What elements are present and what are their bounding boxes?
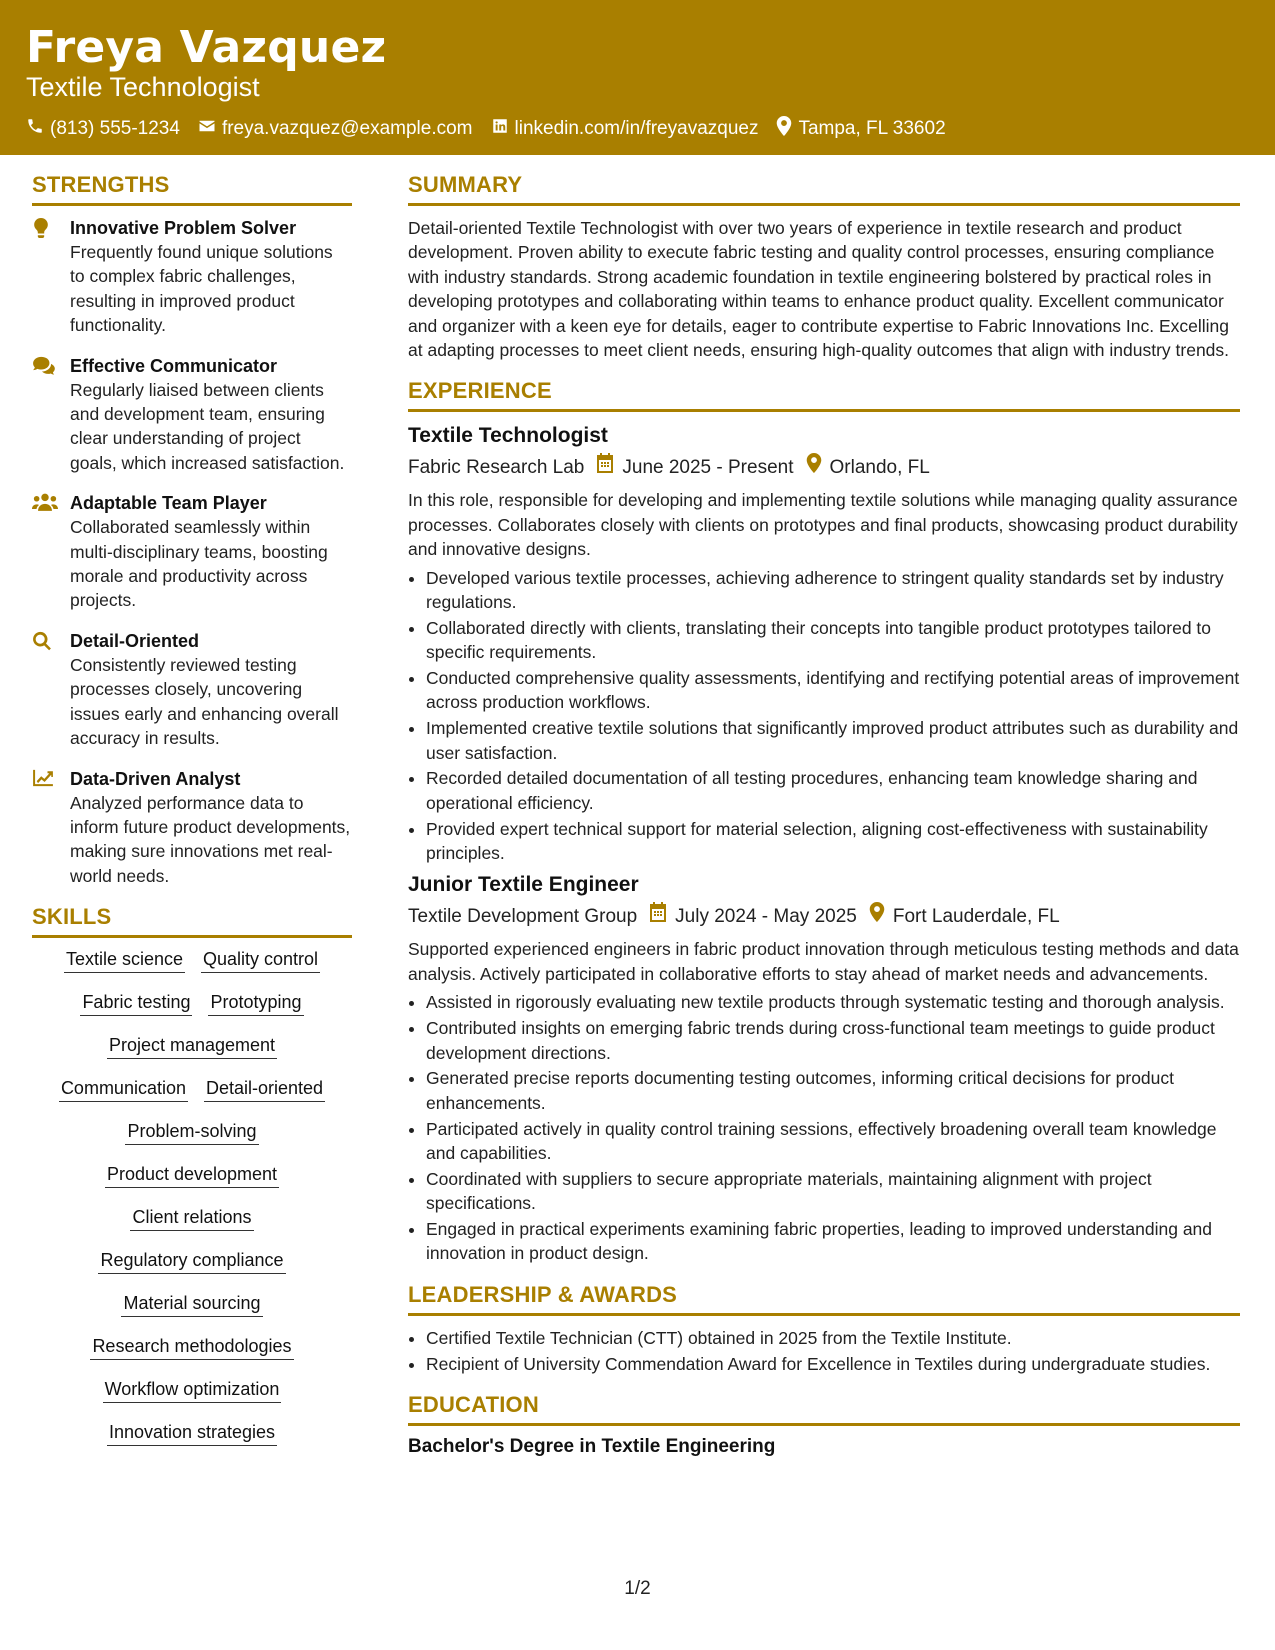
linkedin-icon bbox=[491, 117, 515, 141]
strength-title: Adaptable Team Player bbox=[70, 493, 267, 514]
list-item: • Developed various textile processes, achieving adherence to stringent quality standards set by industry regulations. bbox=[426, 566, 1240, 615]
job-description: In this role, responsible for developing and implementing textile solutions while managing quality assurance processes. Collaborates closely with clients on prototypes and final products, showcasing product durability and innovative designs. bbox=[408, 490, 1238, 560]
skill-tag: Client relations bbox=[130, 1206, 253, 1231]
list-item: • Recorded detailed documentation of all testing procedures, enhancing team knowledge sharing and operational efficiency. bbox=[426, 766, 1240, 815]
list-item: • Collaborated directly with clients, translating their concepts into tangible product prototypes tailored to specific requirements. bbox=[426, 616, 1240, 665]
strength-desc: Frequently found unique solutions to complex fabric challenges, resulting in improved product functionality. bbox=[70, 242, 333, 336]
job-meta bbox=[408, 902, 1240, 931]
candidate-title: Textile Technologist bbox=[26, 72, 260, 102]
skill-tag: Research methodologies bbox=[90, 1335, 293, 1360]
summary-heading: SUMMARY bbox=[408, 172, 1240, 206]
skill-tag: Fabric testing bbox=[80, 991, 192, 1016]
resume-header bbox=[0, 0, 1275, 155]
candidate-name: Freya Vazquez bbox=[26, 22, 387, 73]
skill-tag: Quality control bbox=[201, 948, 320, 973]
map-pin-icon bbox=[857, 902, 893, 931]
strength-title: Innovative Problem Solver bbox=[70, 218, 297, 238]
strength-item bbox=[32, 216, 352, 338]
leadership-heading: LEADERSHIP & AWARDS bbox=[408, 1282, 1240, 1316]
strengths-heading: STRENGTHS bbox=[32, 172, 352, 206]
strength-title: Effective Communicator bbox=[70, 355, 278, 376]
skill-tag: Material sourcing bbox=[121, 1292, 262, 1317]
list-item: • Engaged in practical experiments examining fabric properties, leading to improved understanding and innovation in product design. bbox=[426, 1217, 1240, 1266]
strength-item bbox=[32, 629, 352, 751]
left-column bbox=[32, 172, 352, 1464]
list-item: • Assisted in rigorously evaluating new textile products through systematic testing and thorough analysis. bbox=[426, 990, 1240, 1014]
list-item: • Implemented creative textile solutions that significantly improved product attributes such as durability and user satisfaction. bbox=[426, 716, 1240, 765]
strength-item bbox=[32, 767, 352, 889]
page-number: 1/2 bbox=[624, 1578, 651, 1599]
contact-linkedin[interactable]: linkedin.com/in/freyavazquez bbox=[491, 117, 759, 141]
strength-title: Detail-Oriented bbox=[70, 630, 200, 651]
job-entry bbox=[408, 871, 1240, 1265]
contact-location: Tampa, FL 33602 bbox=[776, 116, 945, 142]
job-location: Orlando, FL bbox=[829, 456, 930, 478]
list-item: • Participated actively in quality control training sessions, effectively broadening overall team knowledge and capabilities. bbox=[426, 1117, 1240, 1166]
education-degree: Bachelor's Degree in Textile Engineering bbox=[408, 1435, 776, 1457]
skill-tag: Project management bbox=[107, 1034, 277, 1059]
strength-desc: Consistently reviewed testing processes closely, uncovering issues early and enhancing overall accuracy in results. bbox=[70, 654, 339, 749]
line-chart-icon bbox=[32, 767, 70, 889]
skill-tag: Communication bbox=[59, 1077, 188, 1102]
list-item: • Recipient of University Commendation Award for Excellence in Textiles during undergraduate studies. bbox=[426, 1352, 1240, 1376]
job-company: Fabric Research Lab bbox=[408, 456, 585, 478]
calendar-icon bbox=[637, 902, 675, 931]
job-role: Textile Technologist bbox=[408, 424, 608, 448]
skill-tag: Product development bbox=[105, 1163, 279, 1188]
job-dates: July 2024 - May 2025 bbox=[675, 905, 857, 927]
skill-tag: Innovation strategies bbox=[107, 1421, 277, 1446]
skill-tag: Textile science bbox=[64, 948, 185, 973]
skills-heading: SKILLS bbox=[32, 904, 352, 938]
strength-item bbox=[32, 354, 352, 476]
summary-text: Detail-oriented Textile Technologist with over two years of experience in textile research and product development. Proven ability to execute fabric testing and quality control processes, ensuring compliance with industry standards. Strong academic foundation in textile engineering bolstered by practical roles in developing prototypes and collaborating within teams to enhance product quality. Excellent communicator and organizer with a keen eye for details, eager to contribute expertise to Fabric Innovations Inc. Excelling at adapting processes to meet client needs, ensuring high-quality outcomes that align with industry trends. bbox=[408, 218, 1230, 361]
job-entry bbox=[408, 422, 1240, 865]
job-description: Supported experienced engineers in fabric product innovation through meticulous testing methods and data analysis. Actively participated in collaborative efforts to stay ahead of market needs and advancements. bbox=[408, 939, 1239, 984]
education-heading: EDUCATION bbox=[408, 1392, 1240, 1426]
phone-icon bbox=[26, 117, 50, 141]
list-item: • Generated precise reports documenting testing outcomes, informing critical decisions for product enhancements. bbox=[426, 1066, 1240, 1115]
job-meta bbox=[408, 453, 1240, 482]
search-icon bbox=[32, 629, 70, 751]
skill-tag: Prototyping bbox=[208, 991, 303, 1016]
list-item: • Certified Textile Technician (CTT) obtained in 2025 from the Textile Institute. bbox=[426, 1326, 1240, 1350]
comments-icon bbox=[32, 354, 70, 476]
skill-tag: Workflow optimization bbox=[103, 1378, 282, 1403]
strength-desc: Collaborated seamlessly within multi-disciplinary teams, boosting morale and productivity across projects. bbox=[70, 517, 328, 611]
job-company: Textile Development Group bbox=[408, 905, 638, 927]
strength-title: Data-Driven Analyst bbox=[70, 768, 241, 789]
map-pin-icon bbox=[776, 116, 798, 142]
strength-desc: Analyzed performance data to inform future product developments, making sure innovations met real-world needs. bbox=[70, 792, 351, 886]
calendar-icon bbox=[584, 453, 622, 482]
skills-list bbox=[32, 948, 352, 1464]
users-icon bbox=[32, 491, 70, 613]
leadership-list bbox=[408, 1326, 1240, 1376]
list-item: • Provided expert technical support for material selection, aligning cost-effectiveness with sustainability principles. bbox=[426, 817, 1240, 866]
strength-desc: Regularly liaised between clients and development team, ensuring clear understanding of project goals, which increased satisfaction. bbox=[70, 379, 345, 473]
skill-tag: Detail-oriented bbox=[204, 1077, 325, 1102]
skill-tag: Problem-solving bbox=[125, 1120, 258, 1145]
contact-bar bbox=[26, 116, 964, 142]
strength-item bbox=[32, 491, 352, 613]
job-bullets bbox=[408, 566, 1240, 866]
job-dates: June 2025 - Present bbox=[622, 456, 794, 478]
list-item: • Conducted comprehensive quality assessments, identifying and rectifying potential areas of improvement across production workflows. bbox=[426, 666, 1240, 715]
experience-heading: EXPERIENCE bbox=[408, 378, 1240, 412]
list-item: • Contributed insights on emerging fabric trends during cross-functional team meetings to guide product development directions. bbox=[426, 1016, 1240, 1065]
contact-email[interactable]: freya.vazquez@example.com bbox=[198, 117, 473, 141]
right-column bbox=[408, 172, 1240, 1458]
envelope-icon bbox=[198, 117, 222, 141]
lightbulb-icon bbox=[32, 216, 70, 338]
list-item: • Coordinated with suppliers to secure appropriate materials, maintaining alignment with project specifications. bbox=[426, 1167, 1240, 1216]
contact-phone[interactable]: (813) 555-1234 bbox=[26, 117, 180, 141]
job-location: Fort Lauderdale, FL bbox=[892, 905, 1060, 927]
map-pin-icon bbox=[794, 453, 830, 482]
job-bullets bbox=[408, 990, 1240, 1265]
job-role: Junior Textile Engineer bbox=[408, 873, 639, 897]
skill-tag: Regulatory compliance bbox=[98, 1249, 285, 1274]
